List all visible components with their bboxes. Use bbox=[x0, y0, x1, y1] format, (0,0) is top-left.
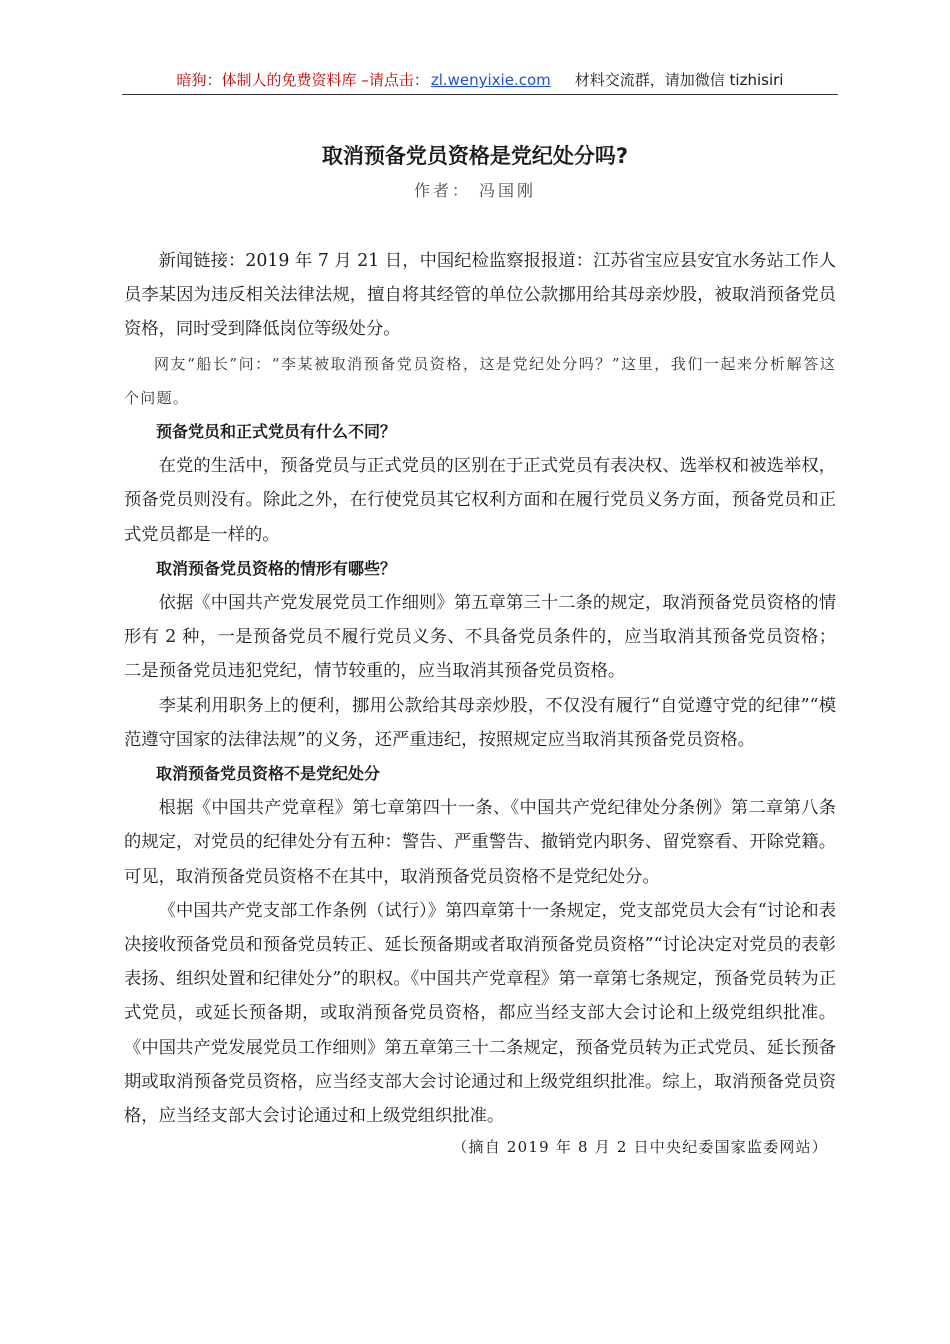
paragraph-difference: 在党的生活中，预备党员与正式党员的区别在于正式党员有表决权、选举权和被选举权，预备党员则没有。除此之外，在行使党员其它权利方面和在履行党员义务方面，预备党员和正式党员都是一样的。 bbox=[124, 456, 836, 545]
section-heading-situations: 取消预备党员资格的情形有哪些？ bbox=[156, 558, 397, 578]
article-title: 取消预备党员资格是党纪处分吗? bbox=[321, 144, 629, 168]
page-header bbox=[122, 66, 838, 95]
header-click-prefix: –请点击： bbox=[356, 71, 429, 89]
paragraph-news-link: 新闻链接：2019 年 7 月 21 日，中国纪检监察报报道：江苏省宝应县安宜水务站工作人员李某因为违反相关法律法规，擅自将其经管的单位公款挪用给其母亲炒股，被取消预备党员资格，同时受到降低岗位等级处分。 bbox=[124, 251, 836, 340]
section-heading-difference: 预备党员和正式党员有什么不同？ bbox=[156, 422, 397, 442]
article-author: 作者： 冯国刚 bbox=[413, 181, 537, 200]
header-brand: 暗狗：体制人的免费资料库 bbox=[176, 71, 357, 89]
header-wechat: 材料交流群，请加微信 tizhisiri bbox=[574, 71, 784, 89]
article-body bbox=[124, 244, 836, 1161]
section-heading-not-punishment: 取消预备党员资格不是党纪处分 bbox=[156, 764, 381, 784]
article-source: （摘自 2019 年 8 月 2 日中央纪委国家监委网站） bbox=[452, 1138, 828, 1157]
paragraph-question: 网友“船长”问：“李某被取消预备党员资格，这是党纪处分吗？”这里，我们一起来分析解答这个问题。 bbox=[124, 354, 836, 407]
header-link[interactable]: zl.wenyixie.com bbox=[430, 71, 551, 89]
paragraph-situations: 依据《中国共产党发展党员工作细则》第五章第三十二条的规定，取消预备党员资格的情形有 2 种，一是预备党员不履行党员义务、不具备党员条件的，应当取消其预备党员资格；二是预备党员违犯党纪，情节较重的，应当取消其预备党员资格。 bbox=[124, 593, 836, 682]
paragraph-case-analysis: 李某利用职务上的便利，挪用公款给其母亲炒股，不仅没有履行“自觉遵守党的纪律”“模范遵守国家的法律法规”的义务，还严重违纪，按照规定应当取消其预备党员资格。 bbox=[124, 695, 836, 750]
paragraph-procedure: 《中国共产党支部工作条例（试行）》第四章第十一条规定，党支部党员大会有“讨论和表决接收预备党员和预备党员转正、延长预备期或者取消预备党员资格”“讨论决定对党员的表彰表扬、组织处置和纪律处分”的职权。《中国共产党章程》第一章第七条规定，预备党员转为正式党员，或延长预备期，或取消预备党员资格，都应当经支部大会讨论和上级党组织批准。《中国共产党发展党员工作细则》第五章第三十二条规定，预备党员转为正式党员、延长预备期或取消预备党员资格，应当经支部大会讨论通过和上级党组织批准。综上，取消预备党员资格，应当经支部大会讨论通过和上级党组织批准。 bbox=[124, 900, 836, 1127]
paragraph-punishment-types: 根据《中国共产党章程》第七章第四十一条、《中国共产党纪律处分条例》第二章第八条的规定，对党员的纪律处分有五种：警告、严重警告、撤销党内职务、留党察看、开除党籍。可见，取消预备党员资格不在其中，取消预备党员资格不是党纪处分。 bbox=[124, 798, 836, 887]
